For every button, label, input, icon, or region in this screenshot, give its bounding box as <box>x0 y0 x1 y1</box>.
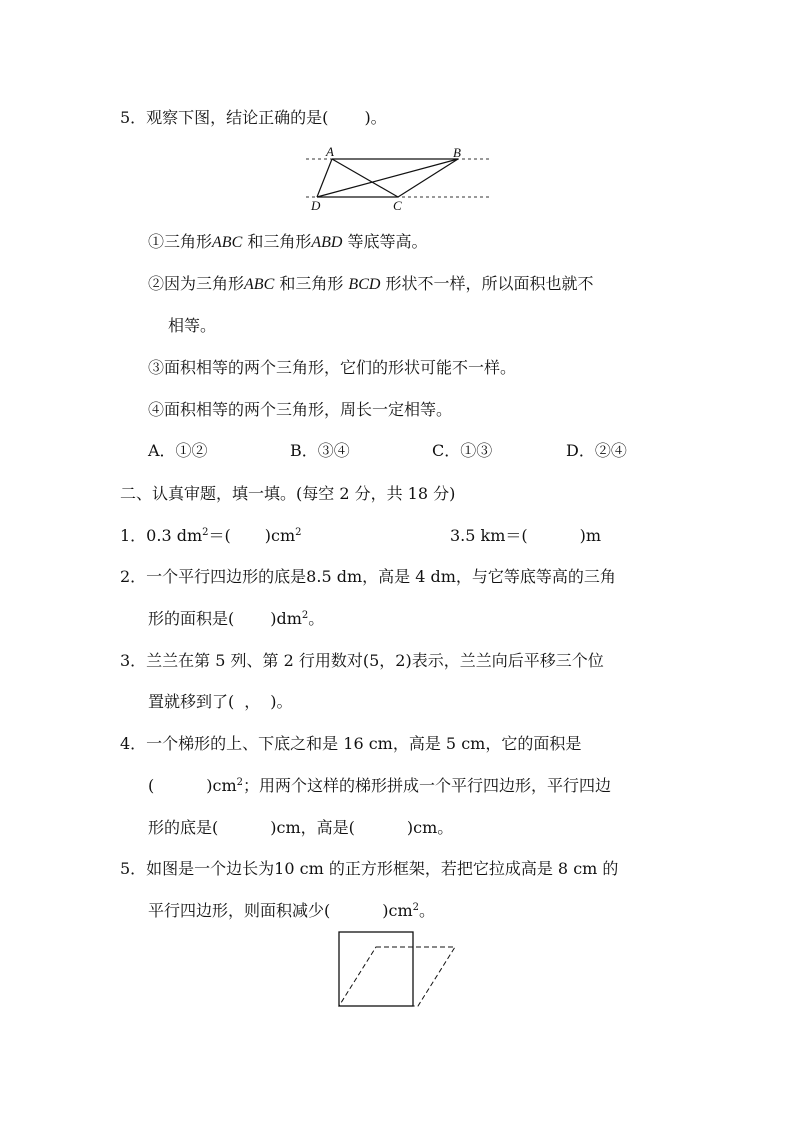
fill-3-line2 <box>148 692 293 712</box>
fill-4-line3 <box>148 818 453 838</box>
option-b[interactable]: B．③④ <box>290 441 350 460</box>
fill-5-line2 <box>148 901 435 921</box>
f5-close: )cm <box>382 901 413 920</box>
statement-2 <box>148 274 594 295</box>
s2-triangle-2: BCD <box>348 276 381 293</box>
f3-close: )。 <box>270 692 293 711</box>
f4-l2-post: ；用两个这样的梯形拼成一个平行四边形，平行四边 <box>243 776 612 795</box>
f4-l2-close: )cm <box>206 776 237 795</box>
f1a-close: )cm <box>264 526 296 545</box>
segment-bc <box>398 159 458 197</box>
s2-triangle-1: ABC <box>244 276 275 293</box>
statement-3: ③面积相等的两个三角形，它们的形状可能不一样。 <box>148 358 517 377</box>
f4-l3-close: )cm。 <box>406 818 454 837</box>
f1a-mid: ＝( <box>208 526 231 545</box>
f4-l2-pre: ( <box>148 776 155 795</box>
f5-pre: 平行四边形，则面积减少( <box>148 901 331 920</box>
f2-sup: 2 <box>301 610 309 621</box>
s1-pre: ①三角形 <box>148 232 213 251</box>
f1a-sup2: 2 <box>295 527 302 538</box>
f3-comma: ， <box>244 692 261 711</box>
q5-stem-text: 5．观察下图，结论正确的是( <box>120 108 329 127</box>
statement-4: ④面积相等的两个三角形，周长一定相等。 <box>148 400 453 419</box>
option-d[interactable]: D．②④ <box>566 441 627 460</box>
fill-4-line1: 4．一个梯形的上、下底之和是 16 cm，高是 5 cm，它的面积是 <box>120 734 582 753</box>
square-frame-figure <box>334 928 464 1010</box>
dashed-parallelogram <box>339 947 455 1006</box>
label-a: A <box>326 144 334 159</box>
f2-pre: 形的面积是( <box>148 609 235 628</box>
section-2-title: 二、认真审题，填一填。(每空 2 分，共 18 分) <box>120 484 456 503</box>
fill-4-line2 <box>148 776 611 796</box>
s1-mid: 和三角形 <box>242 232 312 251</box>
fill-2-line1: 2．一个平行四边形的底是8.5 dm，高是 4 dm，与它等底等高的三角 <box>120 567 616 586</box>
fill-5-line1: 5．如图是一个边长为10 cm 的正方形框架，若把它拉成高是 8 cm 的 <box>120 859 619 878</box>
f1b-close: )m <box>579 526 602 545</box>
fill-1b <box>450 526 601 546</box>
q5-stem <box>120 108 387 128</box>
statement-2-cont: 相等。 <box>168 316 217 335</box>
s2-mid: 和三角形 <box>274 274 349 293</box>
option-a[interactable]: A．①② <box>148 441 208 460</box>
label-c: C <box>393 198 402 213</box>
q5-stem-close: )。 <box>364 108 387 127</box>
square-frame <box>339 932 413 1006</box>
option-c[interactable]: C．①③ <box>432 441 493 460</box>
s2-post: 形状不一样，所以面积也就不 <box>380 274 594 293</box>
s1-triangle-2: ABD <box>311 234 343 251</box>
f4-l3-pre: 形的底是( <box>148 818 219 837</box>
label-b: B <box>453 145 461 160</box>
label-d: D <box>311 198 321 213</box>
fill-1a <box>120 526 302 546</box>
f2-end: 。 <box>308 609 325 628</box>
f1a-pre: 1．0.3 dm <box>120 526 203 545</box>
f5-end: 。 <box>419 901 436 920</box>
f4-l3-mid: )cm，高是( <box>270 818 355 837</box>
f1a-sup: 2 <box>202 527 209 538</box>
f3-pre: 置就移到了( <box>148 692 235 711</box>
s1-post: 等底等高。 <box>342 232 428 251</box>
f5-sup: 2 <box>412 902 419 913</box>
s2-pre: ②因为三角形 <box>148 274 245 293</box>
segment-ad <box>317 159 332 197</box>
f4-l2-sup: 2 <box>236 777 243 788</box>
f2-close: )dm <box>270 609 302 628</box>
f1b-pre: 3.5 km＝( <box>450 526 528 545</box>
fill-2-line2 <box>148 609 324 629</box>
parallelogram-figure <box>300 143 500 213</box>
statement-1 <box>148 232 428 253</box>
fill-3-line1: 3．兰兰在第 5 列、第 2 行用数对(5，2)表示，兰兰向后平移三个位 <box>120 651 604 670</box>
s1-triangle-1: ABC <box>212 234 243 251</box>
